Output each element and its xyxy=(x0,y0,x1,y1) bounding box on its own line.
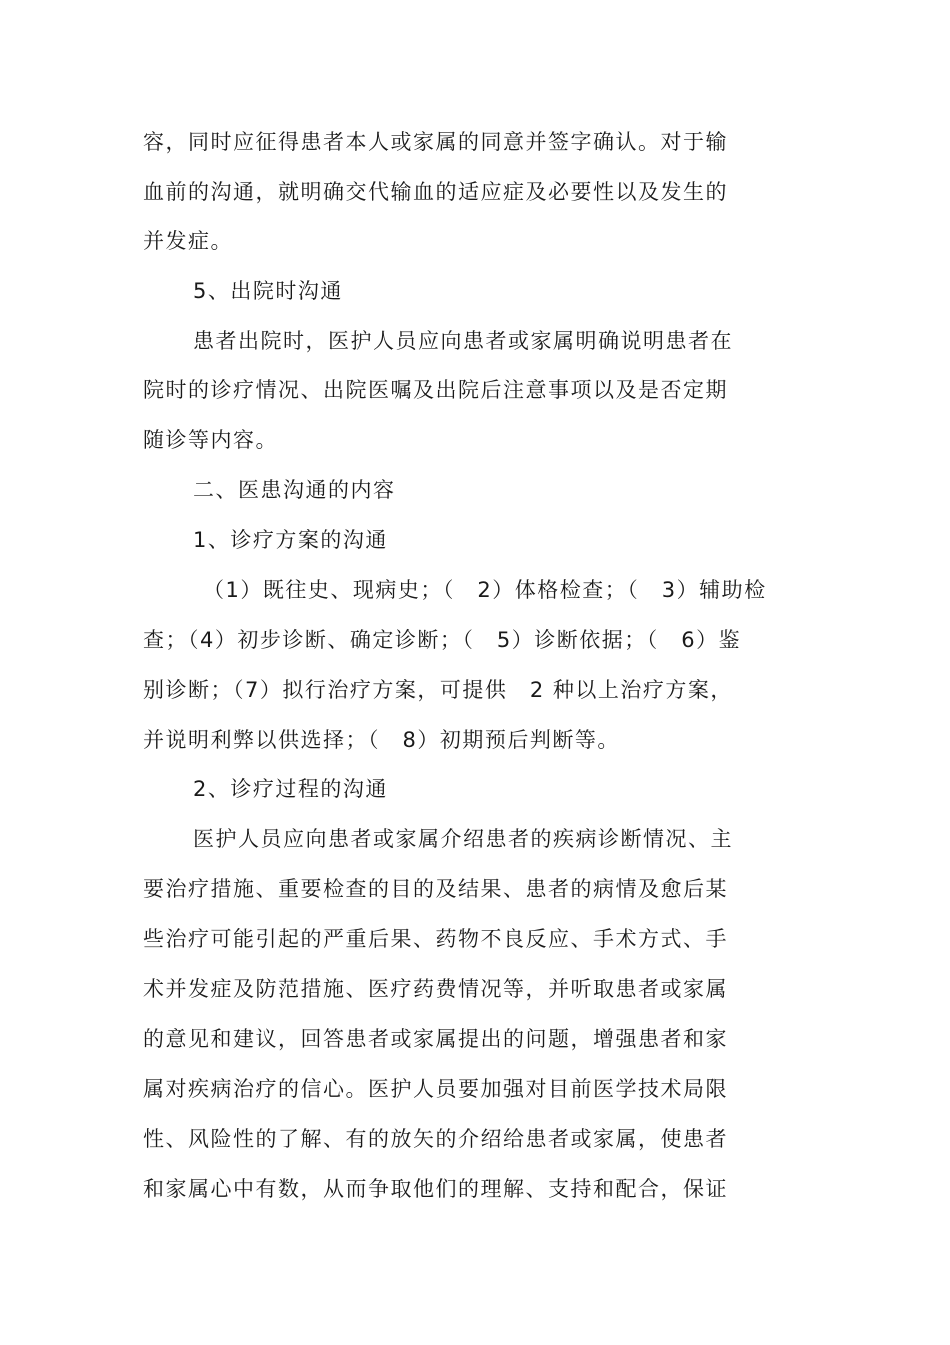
text-line: 容，同时应征得患者本人或家属的同意并签字确认。对于输 xyxy=(143,130,728,154)
text-line: 要治疗措施、重要检查的目的及结果、患者的病情及愈后某 xyxy=(143,877,728,901)
text-line: 院时的诊疗情况、出院医嘱及出院后注意事项以及是否定期 xyxy=(143,378,728,402)
text-line: 和家属心中有数，从而争取他们的理解、支持和配合，保证 xyxy=(143,1177,728,1201)
text-line: 血前的沟通，就明确交代输血的适应症及必要性以及发生的 xyxy=(143,180,728,204)
section-heading: 2、诊疗过程的沟通 xyxy=(193,777,388,801)
text-line: 别诊断；（7）拟行治疗方案，可提供 2 种以上治疗方案， xyxy=(143,678,733,702)
text-line: 并发症。 xyxy=(143,229,233,253)
text-line: 随诊等内容。 xyxy=(143,428,278,452)
text-line: 查；（4）初步诊断、确定诊断；（ 5）诊断依据；（ 6）鉴 xyxy=(143,628,742,652)
text-line: 性、风险性的了解、有的放矢的介绍给患者或家属，使患者 xyxy=(143,1127,728,1151)
text-line: 属对疾病治疗的信心。医护人员要加强对目前医学技术局限 xyxy=(143,1077,728,1101)
section-heading: 二、医患沟通的内容 xyxy=(193,478,396,502)
text-line: 并说明利弊以供选择；（ 8）初期预后判断等。 xyxy=(143,728,620,752)
text-line: 医护人员应向患者或家属介绍患者的疾病诊断情况、主 xyxy=(193,827,733,851)
text-line: 的意见和建议，回答患者或家属提出的问题，增强患者和家 xyxy=(143,1027,728,1051)
text-line: （1）既往史、现病史；（ 2）体格检查；（ 3）辅助检 xyxy=(203,578,767,602)
section-heading: 5、出院时沟通 xyxy=(193,279,343,303)
text-line: 些治疗可能引起的严重后果、药物不良反应、手术方式、手 xyxy=(143,927,728,951)
section-heading: 1、诊疗方案的沟通 xyxy=(193,528,388,552)
text-line: 术并发症及防范措施、医疗药费情况等，并听取患者或家属 xyxy=(143,977,728,1001)
text-line: 患者出院时，医护人员应向患者或家属明确说明患者在 xyxy=(193,329,733,353)
